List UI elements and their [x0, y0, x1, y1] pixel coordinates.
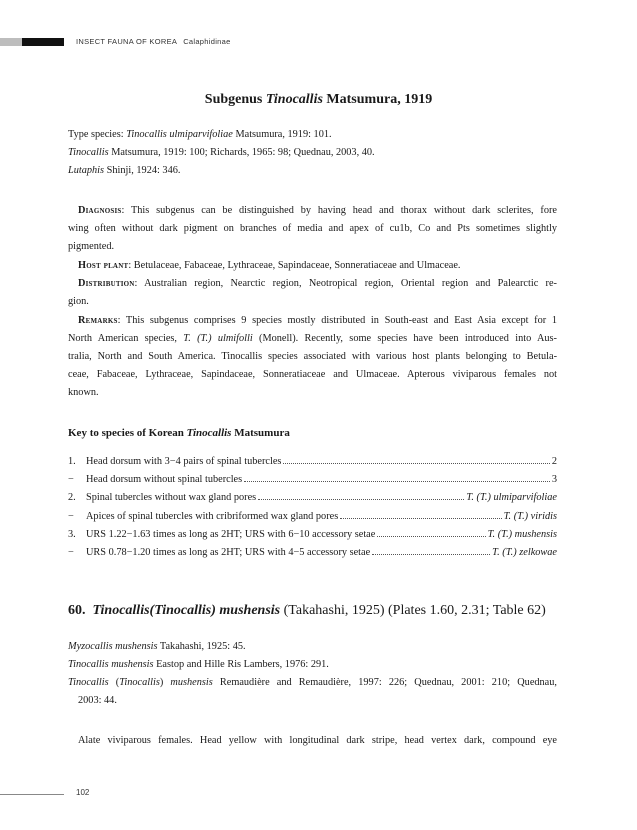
species-reference: Tinocallis (Tinocallis) mushensis Remaudière and Remaudière, 1997: 226; Quednau, 2001: 210; Quednau,	[68, 677, 557, 688]
page-number: 102	[76, 788, 90, 797]
synonym-line: Lutaphis Shinji, 1924: 346.	[68, 165, 181, 176]
host-plant-paragraph: Host plant: Betulaceae, Fabaceae, Lythraceae, Sapindaceae, Sonneratiaceae and Ulmaceae.	[78, 260, 461, 271]
remarks-line: North American species, T. (T.) ulmifolli (Monell). Recently, some species have been introduced into Aus-	[68, 333, 557, 344]
key-title: Key to species of Korean Tinocallis Matsumura	[68, 427, 290, 439]
description-paragraph: Alate viviparous females. Head yellow with longitudinal dark stripe, head vertex dark, compound eye	[78, 735, 557, 746]
leader-dots	[283, 455, 549, 464]
key-row: − Apices of spinal tubercles with cribriformed wax gland pores T. (T.) viridis	[68, 511, 557, 522]
diagnosis-line: wing often without dark pigment on branches of media and apex of cu1b, Co and Pts sometimes slightly	[68, 223, 557, 234]
leader-dots	[372, 546, 490, 555]
key-row: 3. URS 1.22−1.63 times as long as 2HT; URS with 6−10 accessory setae T. (T.) mushensis	[68, 529, 557, 540]
synonym-line: Tinocallis Matsumura, 1919: 100; Richards, 1965: 98; Quednau, 2003, 40.	[68, 147, 375, 158]
header-bar-grey	[0, 38, 22, 46]
subgenus-title: Subgenus Tinocallis Matsumura, 1919	[204, 92, 433, 107]
diagnosis-line: pigmented.	[68, 241, 115, 252]
header-series: INSECT FAUNA OF KOREA	[76, 37, 178, 46]
remarks-paragraph: Remarks: This subgenus comprises 9 species mostly distributed in South-east and East Asia except for 1	[78, 315, 557, 326]
species-heading: 60. Tinocallis(Tinocallis) mushensis (Takahashi, 1925) (Plates 1.60, 2.31; Table 62)	[68, 603, 546, 618]
running-header	[76, 37, 231, 46]
key-row: 2. Spinal tubercles without wax gland pores T. (T.) ulmiparvifoliae	[68, 492, 557, 503]
key-row: − Head dorsum without spinal tubercles 3	[68, 474, 557, 485]
leader-dots	[377, 528, 485, 537]
remarks-label: Remarks	[78, 315, 118, 326]
species-reference: Tinocallis mushensis Eastop and Hille Ris Lambers, 1976: 291.	[68, 659, 329, 670]
leader-dots	[340, 510, 501, 519]
leader-dots	[258, 491, 464, 500]
host-plant-label: Host plant	[78, 260, 129, 271]
species-reference-cont: 2003: 44.	[78, 695, 117, 706]
key-row: 1. Head dorsum with 3−4 pairs of spinal tubercles 2	[68, 456, 557, 467]
remarks-line: tralia, North and South America. Tinocallis species associated with various host plants belonging to Betula-	[68, 351, 557, 362]
distribution-line: gion.	[68, 296, 89, 307]
species-reference: Myzocallis mushensis Takahashi, 1925: 45.	[68, 641, 246, 652]
diagnosis-paragraph: Diagnosis: This subgenus can be distinguished by having head and thorax without dark sclerites, fore	[78, 205, 557, 216]
distribution-paragraph: Distribution: Australian region, Nearctic region, Neotropical region, Oriental region and Palearctic re-	[78, 278, 557, 289]
distribution-label: Distribution	[78, 278, 135, 289]
remarks-line: ceae, Fabaceae, Lythraceae, Sapindaceae, Sonneratiaceae and Ulmaceae. Apterous viviparous females not	[68, 369, 557, 380]
key-row: − URS 0.78−1.20 times as long as 2HT; URS with 4−5 accessory setae T. (T.) zelkowae	[68, 547, 557, 558]
footer-rule	[0, 794, 64, 795]
remarks-line: known.	[68, 387, 99, 398]
header-bar-black	[22, 38, 64, 46]
header-section: Calaphidinae	[183, 37, 231, 46]
type-species-line: Type species: Tinocallis ulmiparvifoliae Matsumura, 1919: 101.	[68, 129, 332, 140]
diagnosis-label: Diagnosis	[78, 205, 122, 216]
leader-dots	[244, 473, 550, 482]
